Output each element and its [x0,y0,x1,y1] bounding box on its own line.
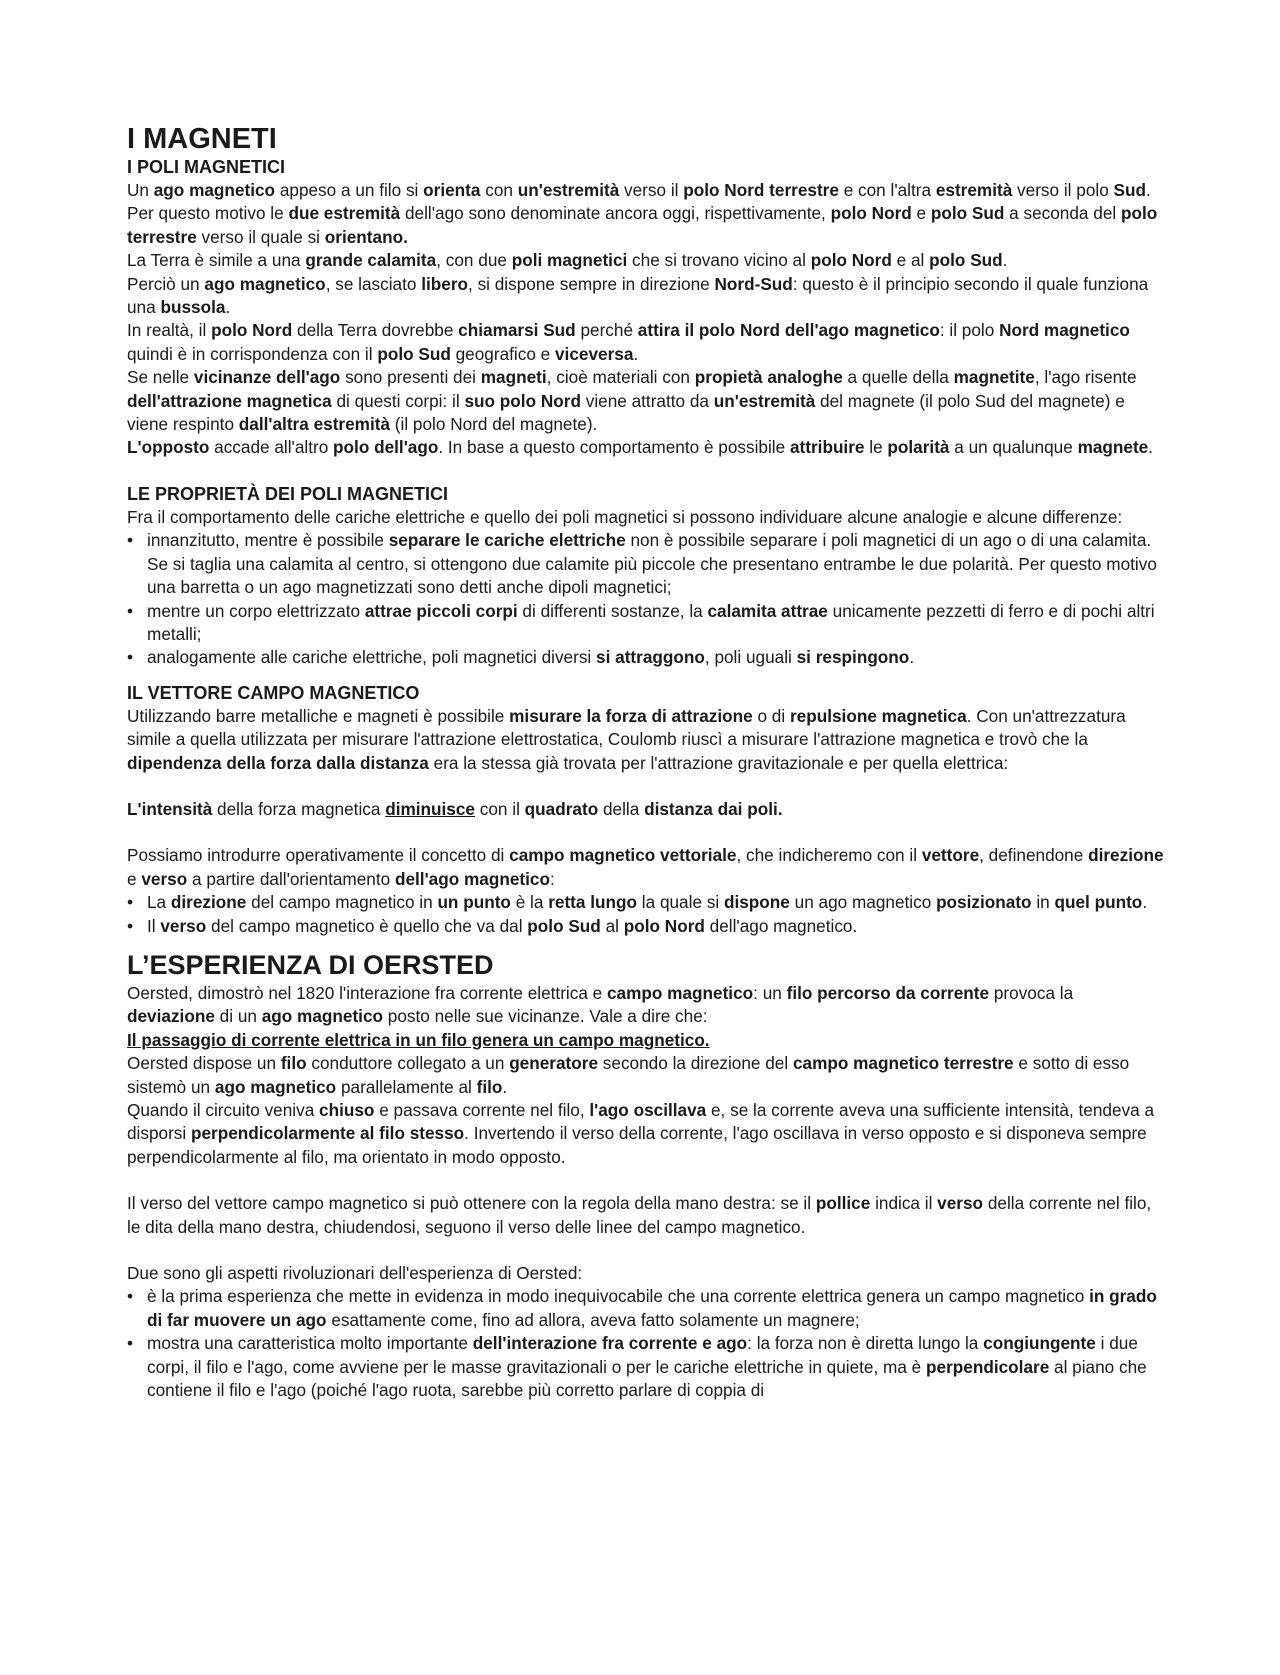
paragraph: In realtà, il polo Nord della Terra dovrebbe chiamarsi Sud perché attira il polo Nord dell'ago magnetico: il polo Nord magnetico quindi è in corrispondenza con il polo Sud geografico e viceversa. [127,320,1130,364]
document-page [127,122,1165,1402]
paragraph: Due sono gli aspetti rivoluzionari dell'esperienza di Oersted: [127,1263,583,1284]
paragraph: Un ago magnetico appeso a un filo si orienta con un'estremità verso il polo Nord terrestre e con l'altra estremità verso il polo Sud. [127,180,1151,200]
bullet-list-proprieta [127,529,1165,669]
paragraph: Per questo motivo le due estremità dell'ago sono denominate ancora oggi, rispettivamente, polo Nord e polo Sud a seconda del polo terrestre verso il quale si orientano. [127,203,1158,247]
paragraph: Perciò un ago magnetico, se lasciato libero, si dispone sempre in direzione Nord-Sud: questo è il principio secondo il quale funziona una bussola. [127,273,1149,318]
bullet-list-vettore [127,891,1165,938]
list-item: • innanzitutto, mentre è possibile separare le cariche elettriche non è possibile separare i poli magnetici di un ago o di una calamita. Se si taglia una calamita al centro, si ottengono due calamite più piccole che presentano entrambe le due polarità. Per questo motivo una barretta o un ago magnetizzati sono detti anche dipoli magnetici; [127,530,1157,598]
section-title-oersted: L’ESPERIENZA DI OERSTED [127,949,494,980]
section-heading-poli-magnetici: I POLI MAGNETICI [127,157,286,177]
paragraph: Possiamo introdurre operativamente il concetto di campo magnetico vettoriale, che indicheremo con il vettore, definendone direzione e verso a partire dall'orientamento dell'ago magnetico: [127,845,1164,889]
list-item: • mentre un corpo elettrizzato attrae piccoli corpi di differenti sostanze, la calamita attrae unicamente pezzetti di ferro e di pochi altri metalli; [127,600,1155,644]
paragraph: Se nelle vicinanze dell'ago sono presenti dei magneti, cioè materiali con propietà analoghe a quelle della magnetite, l'ago risente dell'attrazione magnetica di questi corpi: il suo polo Nord viene attratto da un'estremità del magnete (il polo Sud del magnete) e viene respinto dall'altra estremità (il polo Nord del magnete). [127,367,1137,435]
paragraph: Quando il circuito veniva chiuso e passava corrente nel filo, l'ago oscillava e, se la corrente aveva una sufficiente intensità, tendeva a disporsi perpendicolarmente al filo stesso. Invertendo il verso della corrente, l'ago oscillava in verso opposto e si disponeva sempre perpendicolarmente al filo, ma orientato in modo opposto. [127,1100,1155,1167]
bullet-glyph: • [127,600,134,621]
section-poli-magnetici [127,179,1165,460]
paragraph: La Terra è simile a una grande calamita, con due poli magnetici che si trovano vicino al polo Nord e al polo Sud. [127,250,1008,271]
list-item: • è la prima esperienza che mette in evidenza in modo inequivocabile che una corrente elettrica genera un campo magnetico in grado di far muovere un ago esattamente come, fino ad allora, aveva fatto solamente un magnere; [127,1286,1157,1330]
key-statement: Il passaggio di corrente elettrica in un filo genera un campo magnetico. [127,1029,710,1050]
list-item: • mostra una caratteristica molto importante dell'interazione fra corrente e ago: la forza non è diretta lungo la congiungente i due corpi, il filo e l'ago, come avviene per le masse gravitazionali o per le cariche elettriche in quiete, ma è perpendicolare al piano che contiene il filo e l'ago (poiché l'ago ruota, sarebbe più corretto parlare di coppia di [127,1333,1147,1401]
section-heading-vettore-campo: IL VETTORE CAMPO MAGNETICO [127,682,420,703]
paragraph: Oersted, dimostrò nel 1820 l'interazione fra corrente elettrica e campo magnetico: un filo percorso da corrente provoca la deviazione di un ago magnetico posto nelle sue vicinanze. Vale a dire che: [127,982,1074,1027]
key-statement: L'intensità della forza magnetica diminuisce con il quadrato della distanza dai poli. [127,798,783,819]
bullet-glyph: • [127,647,134,668]
paragraph: L'opposto accade all'altro polo dell'ago. In base a questo comportamento è possibile attribuire le polarità a un qualunque magnete. [127,437,1154,458]
paragraph: Fra il comportamento delle cariche elettriche e quello dei poli magnetici si possono individuare alcune analogie e alcune differenze: [127,506,1123,527]
paragraph: Oersted dispose un filo conduttore collegato a un generatore secondo la direzione del campo magnetico terrestre e sotto di esso sistemò un ago magnetico parallelamente al filo. [127,1053,1130,1097]
bullet-glyph: • [127,1333,134,1354]
page-title: I MAGNETI [127,123,277,155]
section-heading-proprieta-poli: LE PROPRIETÀ DEI POLI MAGNETICI [127,483,449,504]
bullet-list-oersted [127,1285,1165,1402]
bullet-glyph: • [127,1286,134,1307]
paragraph: Il verso del vettore campo magnetico si può ottenere con la regola della mano destra: se il pollice indica il verso della corrente nel filo, le dita della mano destra, chiudendosi, seguono il verso delle linee del campo magnetico. [127,1193,1152,1237]
list-item: • analogamente alle cariche elettriche, poli magnetici diversi si attraggono, poli uguali si respingono. [127,646,1165,669]
paragraph: Utilizzando barre metalliche e magneti è possibile misurare la forza di attrazione o di repulsione magnetica. Con un'attrezzatura simile a quella utilizzata per misurare l'attrazione elettrostatica, Coulomb riuscì a misurare l'attrazione magnetica e trovò che la dipendenza della forza dalla distanza era la stessa già trovata per l'attrazione gravitazionale e per quella elettrica: [127,705,1126,773]
list-item: • La direzione del campo magnetico in un punto è la retta lungo la quale si dispone un ago magnetico posizionato in quel punto. [127,891,1165,914]
bullet-glyph: • [127,530,134,551]
list-item: • Il verso del campo magnetico è quello che va dal polo Sud al polo Nord dell'ago magnetico. [127,915,1165,938]
bullet-glyph: • [127,915,134,936]
bullet-glyph: • [127,892,134,913]
